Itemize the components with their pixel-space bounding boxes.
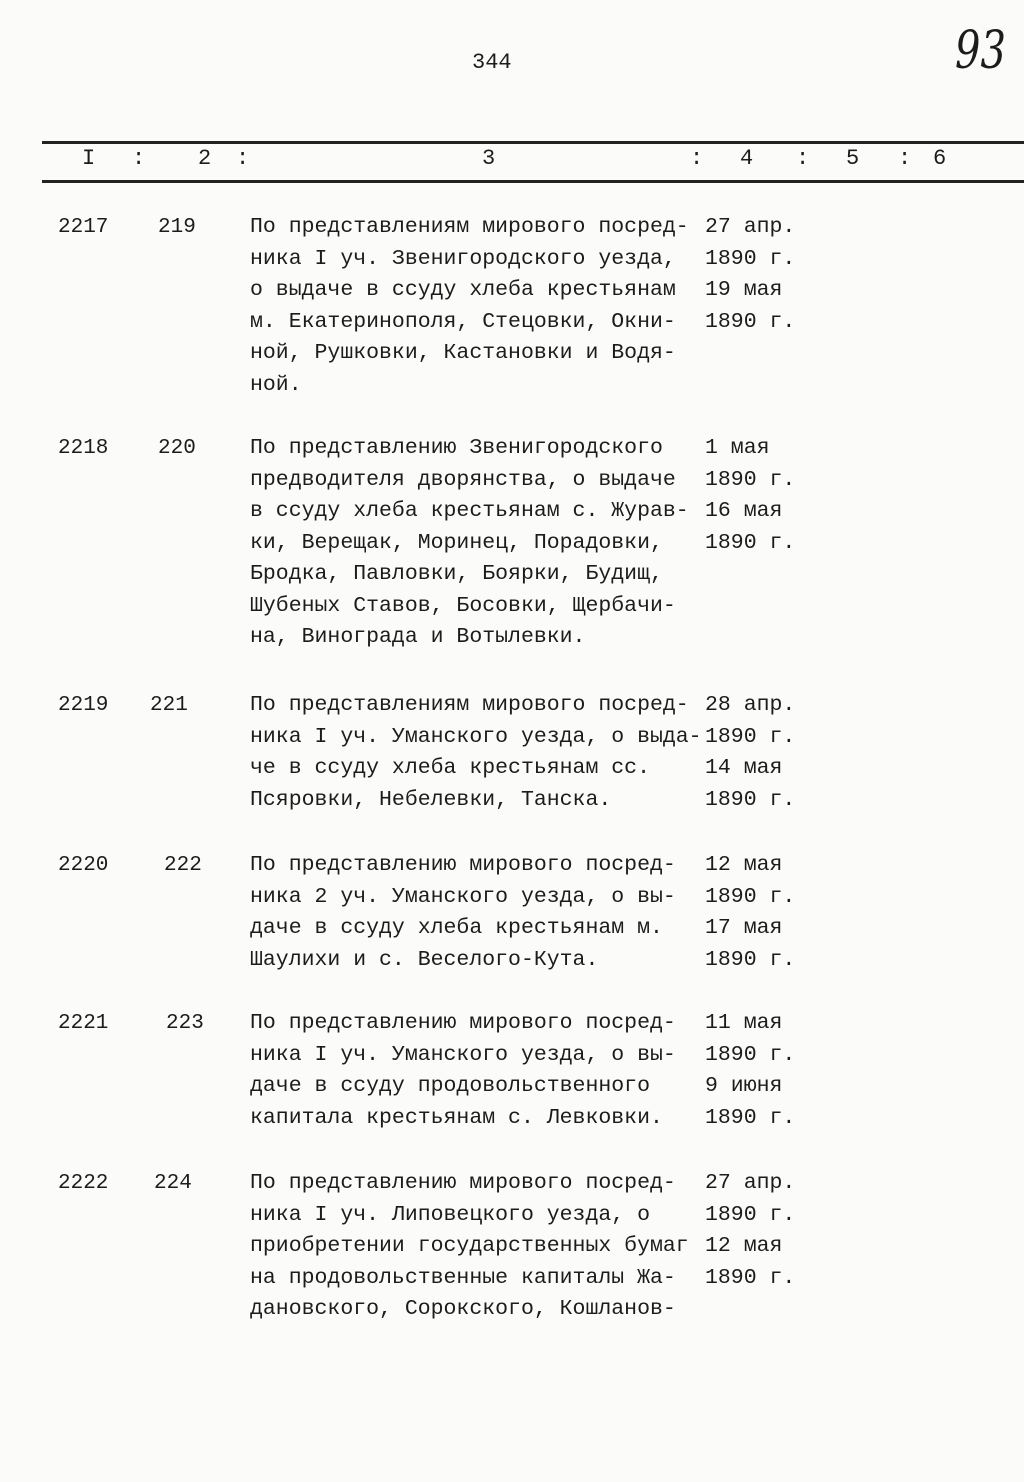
entry-dates — [705, 212, 795, 338]
date-line: 1 мая — [705, 436, 770, 460]
description-line: Псяровки, Небелевки, Танска. — [250, 787, 612, 812]
description-line: Бродка, Павловки, Боярки, Будищ, — [250, 562, 663, 586]
column-separator: : — [898, 146, 912, 171]
entry-description — [250, 433, 689, 654]
date-line: 16 мая — [705, 499, 783, 523]
date-line: 1890 г. — [705, 884, 796, 909]
entry-description — [250, 690, 702, 816]
date-line: 12 мая — [705, 1234, 783, 1258]
column-separator: : — [690, 146, 704, 171]
description-line: капитала крестьянам с. Левковки. — [250, 1105, 663, 1130]
description-line: предводителя дворянства, о выдаче — [250, 467, 676, 492]
case-number: 220 — [158, 437, 196, 460]
column-separator: : — [236, 146, 250, 171]
description-line: даче в ссуду продовольственного — [250, 1074, 650, 1098]
date-line: 17 мая — [705, 916, 783, 940]
entry-number: 2222 — [58, 1172, 109, 1195]
date-line: 27 апр. — [705, 1171, 796, 1195]
date-line: 1890 г. — [705, 467, 796, 492]
description-line: Шубеных Ставов, Босовки, Щербачи- — [250, 593, 676, 618]
date-line: 28 апр. — [705, 693, 796, 717]
entry-dates — [705, 1168, 795, 1294]
description-line: ника I уч. Звенигородского уезда, — [250, 246, 676, 271]
description-line: По представлению Звенигородского — [250, 436, 663, 460]
date-line: 1890 г. — [705, 246, 796, 271]
column-separator: : — [132, 146, 146, 171]
description-line: на продовольственные капиталы Жа- — [250, 1265, 676, 1290]
entry-dates — [705, 850, 795, 976]
date-line: 1890 г. — [705, 309, 796, 334]
entry-description — [250, 212, 689, 401]
description-line: ника I уч. Уманского уезда, о выда- — [250, 724, 702, 749]
date-line: 1890 г. — [705, 947, 796, 972]
description-line: че в ссуду хлеба крестьянам сс. — [250, 756, 650, 780]
column-header: 5 — [846, 146, 860, 171]
date-line: 1890 г. — [705, 1265, 796, 1290]
description-line: дановского, Сорокского, Кошланов- — [250, 1297, 676, 1321]
description-line: даче в ссуду хлеба крестьянам м. — [250, 916, 663, 940]
case-number: 224 — [154, 1172, 192, 1195]
column-separator: : — [796, 146, 810, 171]
entry-description — [250, 1168, 689, 1326]
column-header: 4 — [740, 146, 754, 171]
entry-dates — [705, 433, 795, 559]
description-line: Шаулихи и с. Веселого-Кута. — [250, 947, 599, 972]
date-line: 1890 г. — [705, 724, 796, 749]
header-bottom-rule — [42, 180, 1024, 183]
entry-description — [250, 1008, 676, 1134]
date-line: 19 мая — [705, 278, 783, 302]
date-line: 9 июня — [705, 1074, 783, 1098]
column-header: 6 — [933, 146, 947, 171]
description-line: По представлениям мирового посред- — [250, 693, 689, 717]
date-line: 1890 г. — [705, 787, 796, 812]
column-header: 3 — [482, 146, 496, 171]
description-line: ки, Верещак, Моринец, Порадовки, — [250, 530, 663, 555]
description-line: м. Екатеринополя, Стецовки, Окни- — [250, 309, 676, 334]
description-line: ной. — [250, 372, 302, 397]
case-number: 221 — [150, 694, 188, 717]
case-number: 223 — [166, 1012, 204, 1035]
description-line: По представлениям мирового посред- — [250, 215, 689, 239]
description-line: ной, Рушковки, Кастановки и Водя- — [250, 341, 676, 365]
case-number: 222 — [164, 854, 202, 877]
entry-dates — [705, 1008, 795, 1134]
description-line: ника 2 уч. Уманского уезда, о вы- — [250, 884, 676, 909]
case-number: 219 — [158, 216, 196, 239]
handwritten-archive-mark: 93 — [955, 21, 1006, 81]
description-line: По представлению мирового посред- — [250, 853, 676, 877]
entry-number: 2220 — [58, 854, 109, 877]
entry-number: 2217 — [58, 216, 109, 239]
entry-number: 2221 — [58, 1012, 109, 1035]
date-line: 1890 г. — [705, 1105, 796, 1130]
date-line: 12 мая — [705, 853, 783, 877]
description-line: По представлению мирового посред- — [250, 1171, 676, 1195]
entry-description — [250, 850, 676, 976]
entry-number: 2219 — [58, 694, 109, 717]
description-line: ника I уч. Уманского уезда, о вы- — [250, 1042, 676, 1067]
description-line: в ссуду хлеба крестьянам с. Журав- — [250, 499, 689, 523]
description-line: По представлению мирового посред- — [250, 1011, 676, 1035]
page-number: 344 — [472, 50, 512, 75]
description-line: о выдаче в ссуду хлеба крестьянам — [250, 278, 676, 302]
date-line: 1890 г. — [705, 1042, 796, 1067]
description-line: на, Винограда и Вотылевки. — [250, 625, 586, 649]
description-line: ника I уч. Липовецкого уезда, о — [250, 1202, 650, 1227]
header-top-rule — [42, 141, 1024, 144]
date-line: 1890 г. — [705, 1202, 796, 1227]
date-line: 11 мая — [705, 1011, 783, 1035]
date-line: 14 мая — [705, 756, 783, 780]
date-line: 27 апр. — [705, 215, 796, 239]
description-line: приобретении государственных бумаг — [250, 1234, 689, 1258]
entry-number: 2218 — [58, 437, 109, 460]
date-line: 1890 г. — [705, 530, 796, 555]
column-header: I — [82, 146, 96, 171]
entry-dates — [705, 690, 795, 816]
column-header: 2 — [198, 146, 212, 171]
